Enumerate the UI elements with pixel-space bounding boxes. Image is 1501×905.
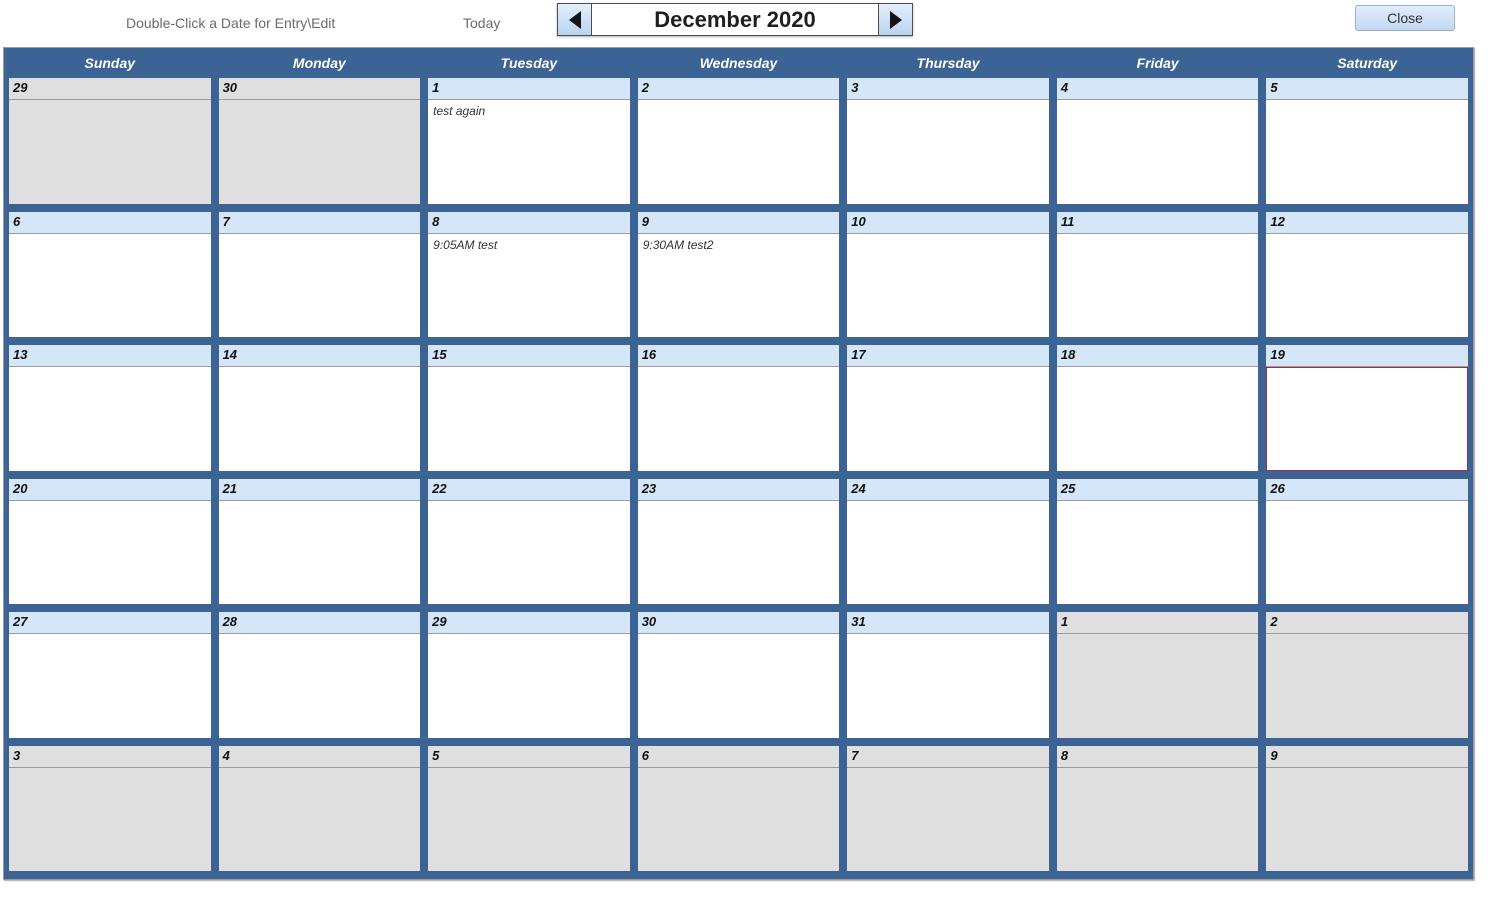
day-body xyxy=(1057,234,1259,338)
day-header-friday: Friday xyxy=(1136,55,1179,71)
day-cell-25[interactable] xyxy=(1057,479,1259,605)
day-cell-11[interactable] xyxy=(1057,212,1259,338)
day-body xyxy=(9,234,211,338)
day-cell-9[interactable] xyxy=(638,212,840,338)
day-number: 26 xyxy=(1266,479,1468,501)
day-number: 5 xyxy=(1266,78,1468,100)
day-body xyxy=(219,234,421,338)
day-number: 18 xyxy=(1057,345,1259,367)
day-cell-23[interactable] xyxy=(638,479,840,605)
calendar-grid xyxy=(9,78,1468,871)
day-body xyxy=(1266,501,1468,605)
day-number: 3 xyxy=(9,746,211,768)
day-cell-31[interactable] xyxy=(847,612,1049,738)
day-number: 6 xyxy=(638,746,840,768)
day-body xyxy=(847,768,1049,872)
day-body xyxy=(428,634,630,738)
day-body xyxy=(219,367,421,471)
day-body xyxy=(1266,234,1468,338)
day-cell-4[interactable] xyxy=(1057,78,1259,204)
day-body xyxy=(428,367,630,471)
day-cell-30-other-month[interactable] xyxy=(219,78,421,204)
day-number: 8 xyxy=(428,212,630,234)
day-number: 1 xyxy=(428,78,630,100)
calendar xyxy=(3,47,1474,880)
day-cell-20[interactable] xyxy=(9,479,211,605)
day-number: 27 xyxy=(9,612,211,634)
day-number: 2 xyxy=(638,78,840,100)
day-body xyxy=(1266,634,1468,738)
day-header-sunday: Sunday xyxy=(84,55,136,71)
day-header-saturday: Saturday xyxy=(1337,55,1398,71)
day-body xyxy=(1057,100,1259,204)
day-body xyxy=(638,501,840,605)
next-month-button[interactable] xyxy=(878,4,912,35)
day-body xyxy=(9,768,211,872)
day-number: 7 xyxy=(219,212,421,234)
day-body xyxy=(9,100,211,204)
day-number: 11 xyxy=(1057,212,1259,234)
day-cell-21[interactable] xyxy=(219,479,421,605)
day-cell-14[interactable] xyxy=(219,345,421,471)
day-cell-3[interactable] xyxy=(847,78,1049,204)
day-cell-12[interactable] xyxy=(1266,212,1468,338)
day-cell-9-other-month[interactable] xyxy=(1266,746,1468,872)
day-body xyxy=(847,234,1049,338)
day-cell-2[interactable] xyxy=(638,78,840,204)
calendar-entry[interactable]: test again xyxy=(433,104,486,118)
day-cell-15[interactable] xyxy=(428,345,630,471)
day-body xyxy=(9,501,211,605)
day-cell-29-other-month[interactable] xyxy=(9,78,211,204)
day-cell-22[interactable] xyxy=(428,479,630,605)
day-number: 8 xyxy=(1057,746,1259,768)
day-number: 5 xyxy=(428,746,630,768)
day-body xyxy=(219,501,421,605)
day-cell-5-other-month[interactable] xyxy=(428,746,630,872)
day-body xyxy=(428,234,630,338)
day-number: 25 xyxy=(1057,479,1259,501)
day-number: 16 xyxy=(638,345,840,367)
day-body xyxy=(847,501,1049,605)
day-number: 30 xyxy=(219,78,421,100)
day-cell-1[interactable] xyxy=(428,78,630,204)
day-number: 29 xyxy=(428,612,630,634)
day-body xyxy=(638,367,840,471)
day-header-row xyxy=(9,48,1468,78)
day-cell-6[interactable] xyxy=(9,212,211,338)
hint-label: Double-Click a Date for Entry\Edit xyxy=(126,15,336,31)
day-cell-1-other-month[interactable] xyxy=(1057,612,1259,738)
day-body xyxy=(428,768,630,872)
day-number: 4 xyxy=(1057,78,1259,100)
day-body-selected xyxy=(1266,367,1468,471)
day-body xyxy=(847,100,1049,204)
left-arrow-icon xyxy=(569,11,581,29)
day-number: 14 xyxy=(219,345,421,367)
day-number: 21 xyxy=(219,479,421,501)
day-body xyxy=(638,100,840,204)
day-header-thursday: Thursday xyxy=(916,55,980,71)
day-body xyxy=(638,768,840,872)
day-header-monday: Monday xyxy=(292,55,346,71)
day-header-tuesday: Tuesday xyxy=(500,55,558,71)
day-number: 9 xyxy=(638,212,840,234)
day-body xyxy=(428,501,630,605)
day-body xyxy=(1057,501,1259,605)
day-cell-29[interactable] xyxy=(428,612,630,738)
day-cell-8[interactable] xyxy=(428,212,630,338)
day-header-wednesday: Wednesday xyxy=(699,55,778,71)
day-body xyxy=(638,234,840,338)
day-cell-26[interactable] xyxy=(1266,479,1468,605)
day-body xyxy=(219,100,421,204)
prev-month-button[interactable] xyxy=(558,4,592,35)
day-body xyxy=(1057,768,1259,872)
day-body xyxy=(1266,768,1468,872)
day-number: 29 xyxy=(9,78,211,100)
day-number: 6 xyxy=(9,212,211,234)
day-body xyxy=(428,100,630,204)
day-number: 24 xyxy=(847,479,1049,501)
day-number: 10 xyxy=(847,212,1049,234)
day-body xyxy=(638,634,840,738)
day-number: 17 xyxy=(847,345,1049,367)
day-number: 31 xyxy=(847,612,1049,634)
day-cell-17[interactable] xyxy=(847,345,1049,471)
day-number: 9 xyxy=(1266,746,1468,768)
day-cell-13[interactable] xyxy=(9,345,211,471)
day-cell-19[interactable] xyxy=(1266,345,1468,471)
day-number: 1 xyxy=(1057,612,1259,634)
day-cell-30[interactable] xyxy=(638,612,840,738)
day-number: 3 xyxy=(847,78,1049,100)
day-body xyxy=(1266,100,1468,204)
day-cell-8-other-month[interactable] xyxy=(1057,746,1259,872)
day-number: 13 xyxy=(9,345,211,367)
day-body xyxy=(847,367,1049,471)
day-number: 15 xyxy=(428,345,630,367)
day-number: 22 xyxy=(428,479,630,501)
today-button[interactable]: Today xyxy=(463,15,501,31)
day-cell-7-other-month[interactable] xyxy=(847,746,1049,872)
day-cell-4-other-month[interactable] xyxy=(219,746,421,872)
day-number: 28 xyxy=(219,612,421,634)
day-body xyxy=(219,768,421,872)
day-cell-10[interactable] xyxy=(847,212,1049,338)
day-number: 23 xyxy=(638,479,840,501)
day-number: 12 xyxy=(1266,212,1468,234)
day-body xyxy=(9,367,211,471)
day-body xyxy=(9,634,211,738)
day-body xyxy=(1057,634,1259,738)
close-button[interactable]: Close xyxy=(1355,5,1455,31)
day-cell-3-other-month[interactable] xyxy=(9,746,211,872)
calendar-entry[interactable]: 9:30AM test2 xyxy=(642,237,714,252)
day-cell-18[interactable] xyxy=(1057,345,1259,471)
day-number: 19 xyxy=(1266,345,1468,367)
toolbar xyxy=(0,0,1501,46)
day-cell-2-other-month[interactable] xyxy=(1266,612,1468,738)
day-cell-27[interactable] xyxy=(9,612,211,738)
day-body xyxy=(219,634,421,738)
day-cell-7[interactable] xyxy=(219,212,421,338)
day-number: 4 xyxy=(219,746,421,768)
day-body xyxy=(1057,367,1259,471)
month-title: December 2020 xyxy=(592,4,878,35)
calendar-entry[interactable]: 9:05AM test xyxy=(433,237,498,252)
day-number: 30 xyxy=(638,612,840,634)
month-navigation xyxy=(557,3,913,36)
day-number: 2 xyxy=(1266,612,1468,634)
day-number: 20 xyxy=(9,479,211,501)
day-cell-24[interactable] xyxy=(847,479,1049,605)
day-cell-28[interactable] xyxy=(219,612,421,738)
day-body xyxy=(847,634,1049,738)
day-cell-5[interactable] xyxy=(1266,78,1468,204)
right-arrow-icon xyxy=(890,11,902,29)
day-cell-6-other-month[interactable] xyxy=(638,746,840,872)
day-number: 7 xyxy=(847,746,1049,768)
day-cell-16[interactable] xyxy=(638,345,840,471)
